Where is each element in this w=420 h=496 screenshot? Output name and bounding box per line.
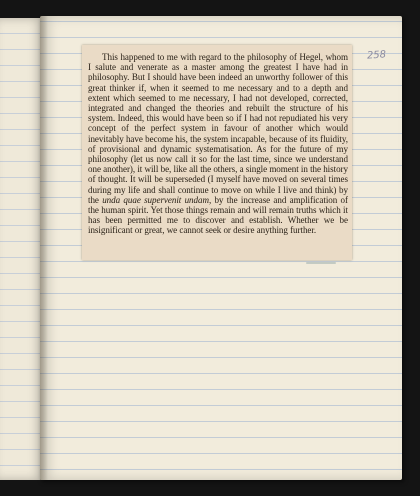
clipping-italic-phrase: unda quae supervenit undam, — [102, 194, 212, 205]
newspaper-clipping — [82, 45, 352, 260]
ink-smudge — [306, 262, 336, 264]
clipping-text-after: by the increase and amplification of the human spirit. Yet those things remain and will remain truths which it has been permitted me to discover and establish. Whether we be insignificant or great, we cannot seek or desire anything further. — [88, 194, 348, 236]
handwritten-page-number: 258 — [366, 49, 387, 62]
page-gutter-shadow — [40, 16, 48, 480]
clipping-paragraph — [82, 45, 352, 236]
left-page-edge — [0, 18, 44, 480]
clipping-text-before: This happened to me with regard to the philosophy of Hegel, whom I salute and venerate as a master among the greatest I have had in philosophy. But I should have been indeed an unworthy follower of this great thinker if, when it seemed to me necessary and to a depth and extent which seemed to me necessary, I had not developed, corrected, integrated and changed the theories and rebuilt the structure of his system. Indeed, this would have been so if I had not repudiated his very concept of the perfect system in favour of another which would inevitably have become his, the system incapable, because of its fluidity, of provisional and dynamic systematisation. As for the future of my philosophy (let us now call it so for the last time, since we understand one another), it will be, like all the others, a single moment in the history of thought. It will be superseded (I myself have moved on several times during my life and shall continue to move on while I live and think) by the — [88, 52, 348, 205]
